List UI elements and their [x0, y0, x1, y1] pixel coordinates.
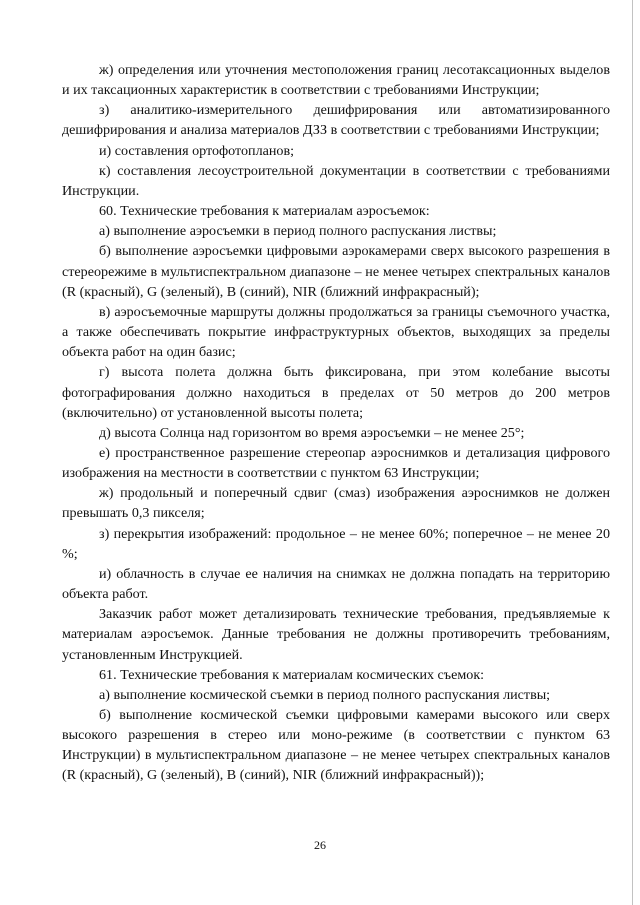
paragraph-60-a: а) выполнение аэросъемки в период полного распускания листвы;	[99, 223, 497, 240]
paragraph-60-z: з) перекрытия изображений: продольное – не менее 60%; поперечное – не менее 20 %;	[62, 525, 610, 562]
paragraph-60-v: в) аэросъемочные маршруты должны продолжаться за границы съемочного участка, а также обеспечивать покрытие инфраструктурных объектов, выходящих за пределы объекта работ на один базис;	[62, 303, 610, 361]
paragraph-zh-boundaries: ж) определения или уточнения местоположения границ лесотаксационных выделов и их таксационных характеристик в соответствии с требованиями Инструкции;	[62, 62, 610, 99]
page-number: 26	[314, 838, 326, 852]
paragraph-customer-note: Заказчик работ может детализировать технические требования, предъявляемые к материалам аэросъемок. Данные требования не должны противоречить требованиям, установленным Инструкцией.	[62, 606, 610, 663]
document-body	[62, 60, 610, 786]
section-61-heading: 61. Технические требования к материалам космических съемок:	[99, 666, 485, 683]
paragraph-60-d: д) высота Солнца над горизонтом во время аэросъемки – не менее 25°;	[99, 424, 525, 441]
paragraph-z-interpretation: з) аналитико-измерительного дешифрирования или автоматизированного дешифрирования и анализа материалов ДЗЗ в соответствии с требованиями Инструкции;	[62, 102, 610, 139]
paragraph-k-documentation: к) составления лесоустроительной документации в соответствии с требованиями Инструкции.	[62, 162, 610, 199]
paragraph-61-b: б) выполнение космической съемки цифровыми камерами высокого или сверх высокого разрешения в стерео или моно-режиме (в соответствии с пунктом 63 Инструкции) в мультиспектральном диапазоне – не менее четырех спектральных каналов (R (красный), G (зеленый), B (синий), NIR (ближний инфракрасный));	[62, 707, 610, 784]
paragraph-60-i: и) облачность в случае ее наличия на снимках не должна попадать на территорию объекта работ.	[62, 565, 610, 603]
paragraph-60-e: е) пространственное разрешение стереопар аэроснимков и детализация цифрового изображения на местности в соответствии с пунктом 63 Инструкции;	[62, 444, 610, 482]
scan-edge-mark	[632, 0, 633, 905]
paragraph-60-zh: ж) продольный и поперечный сдвиг (смаз) изображения аэроснимков не должен превышать 0,3 пикселя;	[62, 485, 610, 522]
section-60-heading: 60. Технические требования к материалам аэросъемок:	[99, 203, 430, 220]
paragraph-61-a: а) выполнение космической съемки в период полного распускания листвы;	[99, 686, 551, 703]
paragraph-i-orthophoto: и) составления ортофотопланов;	[99, 142, 295, 159]
paragraph-60-g: г) высота полета должна быть фиксирована, при этом колебание высоты фотографирования должно находиться в пределах от 50 метров до 200 метров (включительно) от установленной высоты полета;	[62, 364, 610, 421]
paragraph-60-b: б) выполнение аэросъемки цифровыми аэрокамерами сверх высокого разрешения в стереорежиме в мультиспектральном диапазоне – не менее четырех спектральных каналов (R (красный), G (зеленый), B (синий), NIR (ближний инфракрасный);	[62, 243, 610, 300]
